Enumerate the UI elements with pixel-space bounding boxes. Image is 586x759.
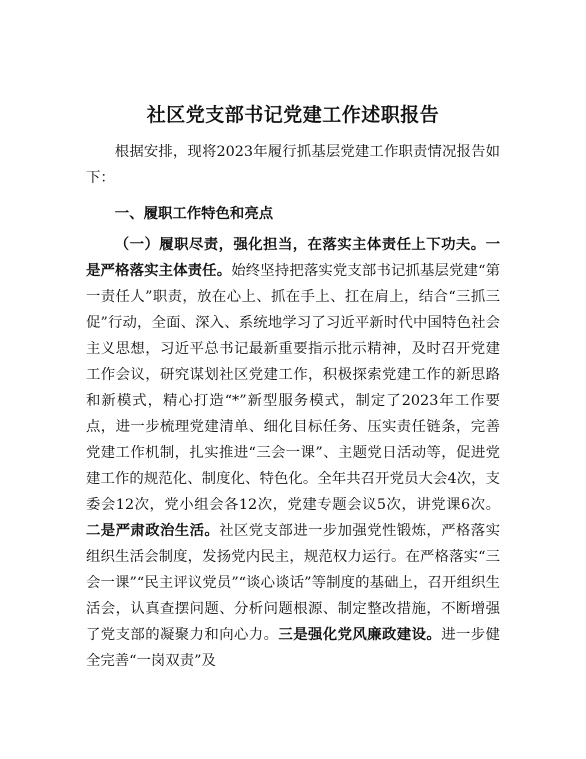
point-1-text: 始终坚持把落实党支部书记抓基层党建“第一责任人”职责，放在心上、抓在手上、扛在肩上，结合“三抓三促”行动，全面、深入、系统地学习了习近平新时代中国特色社会主义思想，习近平总书记最新重要指示批示精神，及时召开党建工作会议，研究谋划社区党建工作，积极探索党建工作的新思路和新模式，精心打造“*”新型服务模式，制定了2023年工作要点，进一步梳理党建清单、细化目标任务、压实责任链条，完善党建工作机制，扎实推进“三会一课”、主题党日活动等，促进党建工作的规范化、制度化、特色化。全年共召开党员大会4次，支委会12次，党小组会各12次，党建专题会议5次，讲党课6次。 (86, 263, 500, 513)
point-3-text: 进一步健全完善“一岗双责”及 (86, 627, 500, 669)
point-3-heading: 三是强化党风廉政建设。 (278, 626, 442, 643)
section-heading: 一、履职工作特色和亮点 (114, 205, 274, 222)
lead-heading: （一）履职尽责，强化担当，在落实主体责任上下功夫。 (114, 236, 486, 253)
document-title: 社区党支部书记党建工作述职报告 (146, 104, 440, 126)
point-2-heading: 二是严肃政治生活。 (86, 522, 220, 539)
body-paragraph (86, 232, 500, 674)
point-1-heading: 一是严格落实主体责任。 (86, 236, 500, 279)
point-2-text: 社区党支部进一步加强党性锻炼，严格落实组织生活会制度，发扬党内民主，规范权力运行。在严格落实“三会一课”“民主评议党员”“谈心谈话”等制度的基础上，召开组织生活会，认真查摆问题、分析问题根源、制定整改措施，不断增强了党支部的凝聚力和向心力。 (86, 523, 500, 643)
intro-paragraph: 根据安排，现将2023年履行抓基层党建工作职责情况报告如下： (86, 144, 500, 186)
